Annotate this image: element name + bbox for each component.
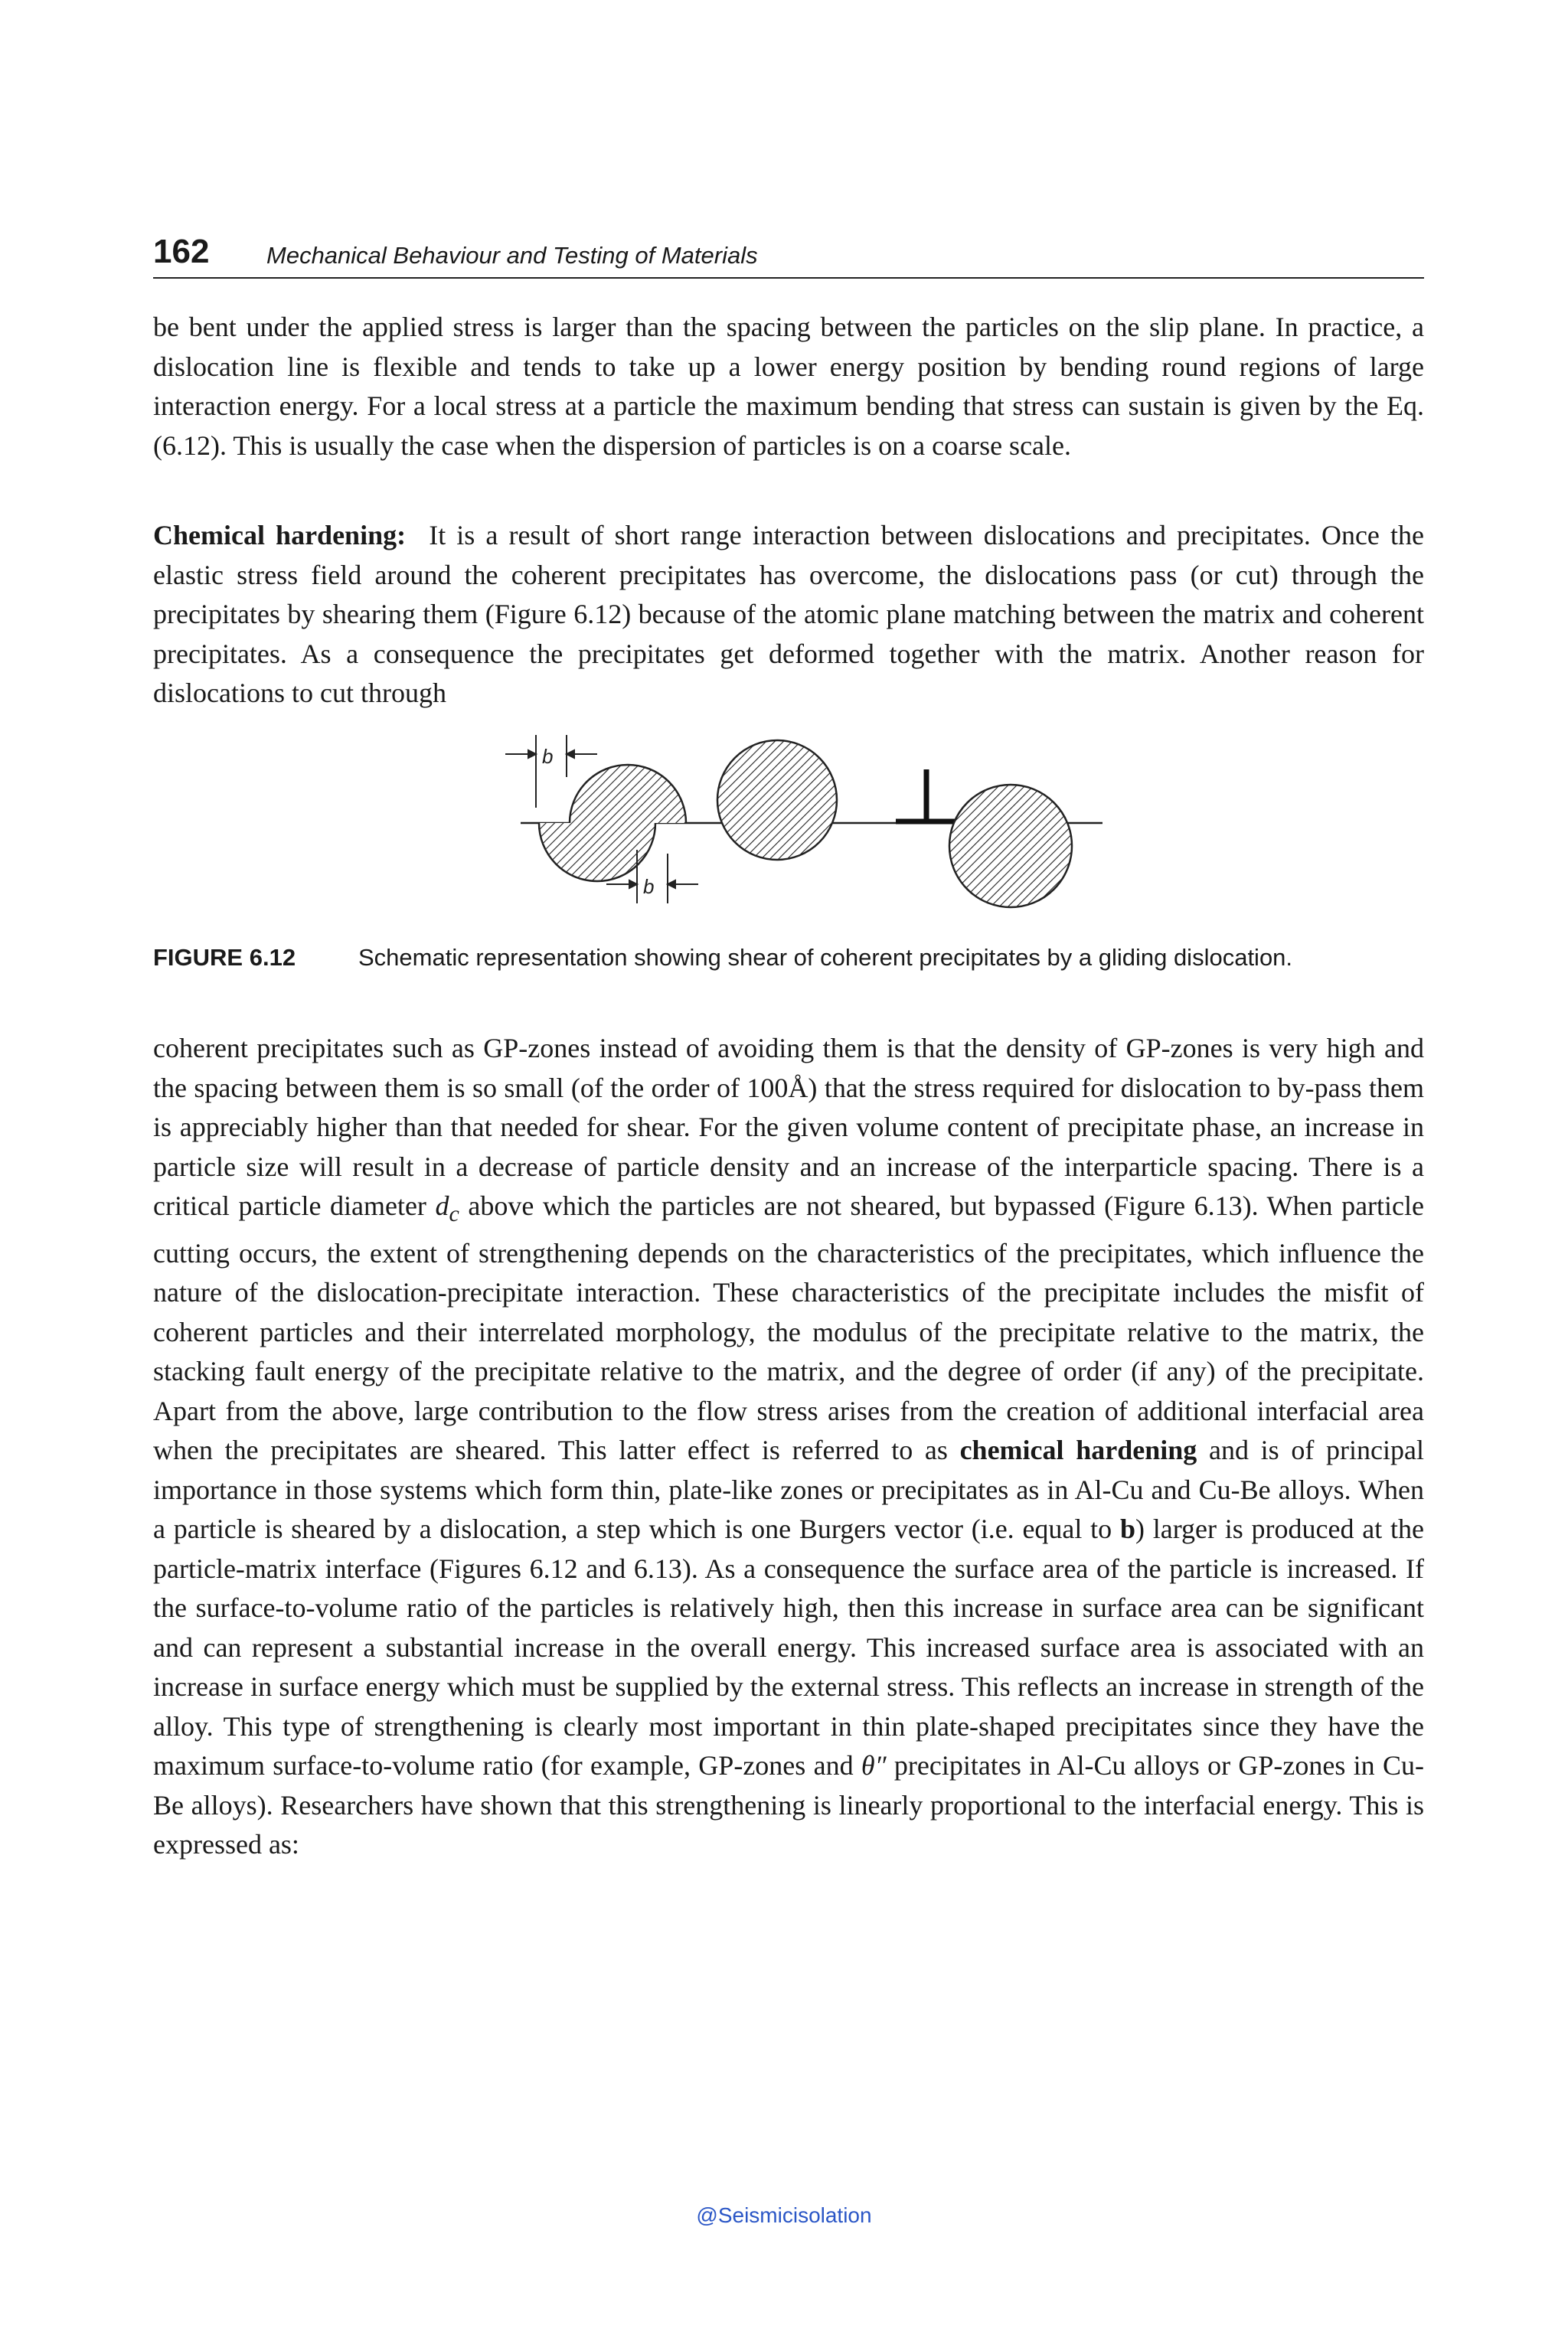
figure-label: FIGURE 6.12 xyxy=(153,944,296,971)
paragraph-3-part-a: coherent precipitates such as GP-zones instead of avoiding them is that the density of GP-zones is very high and the spacing between them is so small (of the order of 100Å) that the stress required for dislocation to by-pass them is appreciably higher than that needed for shear. For the given volume content of precipitate phase, an increase in particle size will result in a decrease of particle density and an increase of the interparticle spacing. There is a critical particle diameter xyxy=(153,1033,1424,1221)
figure-caption xyxy=(153,940,1424,975)
runin-heading: Chemical hardening: xyxy=(153,520,407,550)
burgers-vector-b: b xyxy=(1119,1514,1135,1545)
sheared-precipitate xyxy=(539,765,686,881)
dislocation-symbol xyxy=(896,769,959,821)
paragraph-3-part-c: and is of principal importance in those systems which form thin, plate-like zones or precipitates as in Al-Cu and Cu-Be alloys. When a particle is sheared by a dislocation, a step which is one Burgers vector (i.e. equal to xyxy=(153,1435,1424,1545)
shear-precipitates-diagram xyxy=(490,731,1102,930)
figure-6-12 xyxy=(490,731,1102,930)
paragraph-3-part-b: above which the particles are not sheared, but bypassed (Figure 6.13). When particle cutting occurs, the extent of strengthening depends on the characteristics of the precipitates, which influence the nature of the dislocation-precipitate interaction. These characteristics of the precipitate includes the misfit of coherent particles and their interrelated morphology, the modulus of the precipitate relative to the matrix, the stacking fault energy of the precipitate relative to the matrix, and the degree of order (if any) of the precipitate. Apart from the above, large contribution to the flow stress arises from the creation of additional interfacial area when the precipitates are sheared. This latter effect is referred to as xyxy=(153,1190,1425,1466)
page-number: 162 xyxy=(153,233,210,270)
running-header xyxy=(153,230,1424,279)
paragraph-2-text: It is a result of short range interaction between dislocations and precipitates. Once the elastic stress field around the coherent precipitates has overcome, the dislocations pass (or cut) through the precipitates by shearing them (Figure 6.12) because of the atomic plane matching between the matrix and coherent precipitates. As a consequence the precipitates get deformed together with the matrix. Another reason for dislocations to cut through xyxy=(153,520,1424,708)
precipitate-3 xyxy=(949,785,1072,907)
paragraph-3 xyxy=(153,1029,1424,1865)
paragraph-1: be bent under the applied stress is larger than the spacing between the particles on the slip plane. In practice, a dislocation line is flexible and tends to take up a lower energy position by bending round regions of large interaction energy. For a local stress at a particle the maximum bending that stress can sustain is given by the Eq. (6.12). This is usually the case when the dispersion of particles is on a coarse scale. xyxy=(153,312,1424,461)
chemical-hardening-term: chemical hardening xyxy=(959,1435,1197,1466)
paragraph-3-part-d: ) larger is produced at the particle-matrix interface (Figures 6.12 and 6.13). As a consequence the surface area of the particle is increased. If the surface-to-volume ratio of the particles is relatively high, then this increase in surface area can be significant and can represent a substantial increase in the overall energy. This increased surface area is associated with an increase in surface energy which must be supplied by the external stress. This reflects an increase in strength of the alloy. This type of strengthening is clearly most important in thin plate-shaped precipitates since they have the maximum surface-to-volume ratio (for example, GP-zones and xyxy=(153,1514,1424,1781)
b-label-bottom: b xyxy=(643,875,655,898)
paragraph-3-part-e: precipitates in Al-Cu alloys or GP-zones in Cu-Be alloys). Researchers have shown that this strengthening is linearly proportional to the interfacial energy. This is expressed as: xyxy=(153,1750,1424,1860)
theta-symbol: θ″ xyxy=(861,1750,887,1781)
running-title: Mechanical Behaviour and Testing of Materials xyxy=(266,242,758,269)
paragraph-chemical-hardening xyxy=(153,516,1424,714)
dc-symbol: $d_c$ xyxy=(435,1190,459,1227)
watermark: @Seismicisolation xyxy=(696,2203,872,2227)
b-label-top: b xyxy=(542,745,554,768)
precipitate-2 xyxy=(717,740,837,860)
figure-caption-text: Schematic representation showing shear of coherent precipitates by a gliding dislocation. xyxy=(358,944,1293,971)
